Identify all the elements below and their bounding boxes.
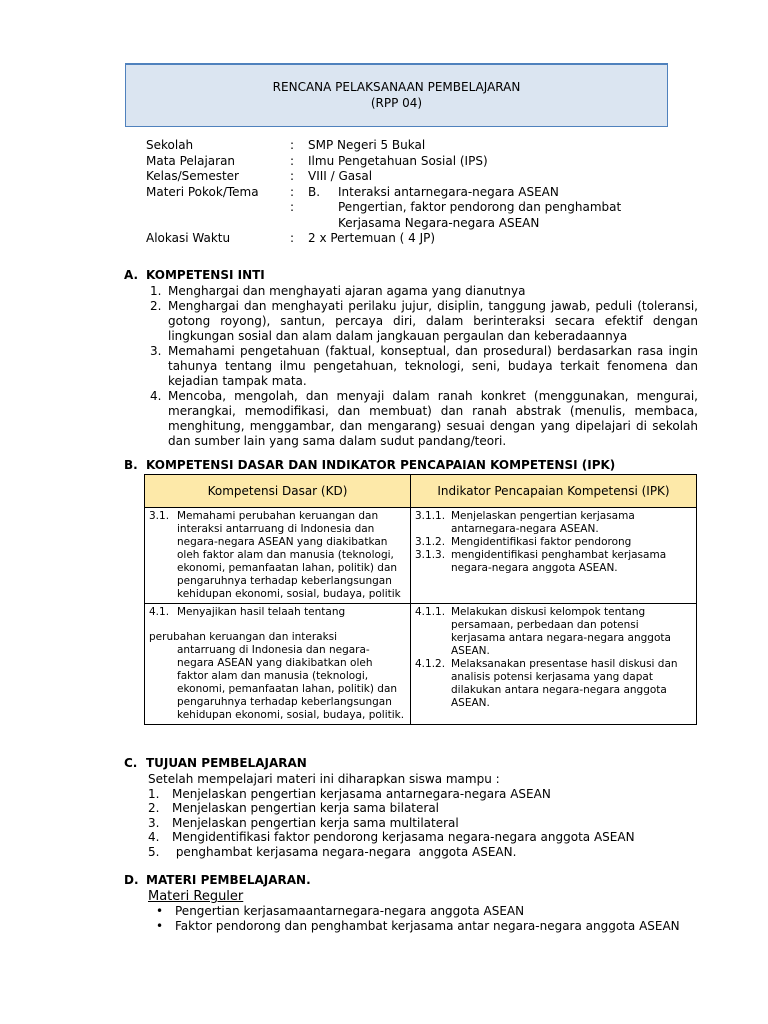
list-item: 1. Menghargai dan menghayati ajaran agama yang dianutnya — [150, 284, 526, 298]
document-title: RENCANA PELAKSANAAN PEMBELAJARAN — [272, 80, 521, 94]
colon: : — [290, 200, 295, 214]
list-item: 4. Mengidentifikasi faktor pendorong kerjasama negara-negara anggota ASEAN — [148, 830, 635, 845]
row-kelas — [146, 169, 621, 185]
section-letter: D. — [124, 873, 139, 887]
section-title: KOMPETENSI INTI — [146, 268, 265, 282]
list-item: 1. Menjelaskan pengertian kerjasama antarnegara-negara ASEAN — [148, 786, 551, 801]
table-cell: 3.1. Memahami perubahan keruangan dan interaksi antarruang di Indonesia dan negara-negara ASEAN yang diakibatkan oleh faktor alam dan manusia (teknologi, ekonomi, pemanfaatan lahan, politik) dan pengaruhnya terhadap keberlangsungan kehidupan ekonomi, sosial, budaya, politik — [145, 508, 411, 604]
list-item: 4. Mencoba, mengolah, dan menyaji dalam ranah konkret (menggunakan, mengurai, merangkai, memodifikasi, dan membuat) dan ranah abstrak (menulis, membaca, menghitung, menggambar, dan mengarang) sesuai dengan yang dipelajari di sekolah dan sumber lain yang sama dalam sudut pandang/teori. — [150, 389, 698, 448]
table-row — [145, 604, 697, 725]
label: Materi Pokok/Tema — [146, 184, 259, 199]
ki-list — [150, 284, 698, 449]
list-item: • Pengertian kerjasamaantarnegara-negara anggota ASEAN — [148, 904, 680, 919]
section-heading-kd — [124, 458, 615, 472]
identity-block — [146, 138, 621, 247]
materi-letter: B. — [308, 184, 321, 199]
label: Mata Pelajaran — [146, 153, 236, 168]
value: Pengertian, faktor pendorong dan penghambat — [338, 200, 622, 214]
colon: : — [290, 184, 295, 199]
section-letter: C. — [124, 756, 138, 770]
row-materi-2 — [146, 200, 621, 216]
value: VIII / Gasal — [308, 169, 373, 183]
list-item: 2. Menghargai dan menghayati perilaku jujur, disiplin, tanggung jawab, peduli (toleransi, gotong royong), santun, percaya diri, dalam berinteraksi secara efektif dengan lingkungan sosial dan alam dalam jangkauan pergaulan dan keberadaannya — [150, 299, 698, 343]
value: Interaksi antarnegara-negara ASEAN — [338, 184, 559, 199]
list-item: 3. Memahami pengetahuan (faktual, konseptual, dan prosedural) berdasarkan rasa ingin tahunya tentang ilmu pengetahuan, teknologi, seni, budaya terkait fenomena dan kejadian tampak mata. — [150, 344, 698, 388]
section-heading-materi — [124, 873, 311, 887]
colon: : — [290, 153, 295, 168]
table-cell: 4.1.1. Melakukan diskusi kelompok tentang persamaan, perbedaan dan potensi kerjasama antara negara-negara anggota ASEAN. 4.1.2. Melaksanakan presentase hasil diskusi dan analisis potensi kerjasama yang dapat dilakukan antara negara-negara anggota ASEAN. — [411, 604, 697, 725]
title-box — [125, 63, 668, 127]
tujuan-list — [148, 772, 635, 860]
row-materi — [146, 185, 621, 201]
section-title: MATERI PEMBELAJARAN. — [146, 873, 311, 887]
section-letter: B. — [124, 458, 138, 472]
value: SMP Negeri 5 Bukal — [308, 138, 426, 152]
materi-subheading: Materi Reguler — [148, 889, 244, 904]
table-row — [145, 508, 697, 604]
row-mapel — [146, 154, 621, 170]
bullet-icon: • — [156, 919, 164, 933]
list-item: 2. Menjelaskan pengertian kerja sama bilateral — [148, 801, 440, 816]
label: Alokasi Waktu — [146, 231, 231, 245]
value: Kerjasama Negara-negara ASEAN — [338, 215, 540, 230]
table-cell: 4.1. Menyajikan hasil telaah tentang perubahan keruangan dan interaksi antarruang di Indonesia dan negara-negara ASEAN yang diakibatkan oleh faktor alam dan manusia (teknologi, ekonomi, pemanfaatan lahan, politik) dan pengaruhnya terhadap keberlangsungan kehidupan ekonomi, sosial, budaya, politik. — [145, 604, 411, 725]
label: Kelas/Semester — [146, 169, 239, 183]
tujuan-intro: Setelah mempelajari materi ini diharapkan siswa mampu : — [148, 772, 500, 786]
section-heading-tujuan — [124, 756, 307, 770]
row-sekolah — [146, 138, 621, 154]
column-header: Kompetensi Dasar (KD) — [145, 475, 411, 508]
row-alokasi — [146, 231, 621, 247]
column-header: Indikator Pencapaian Kompetensi (IPK) — [411, 475, 697, 508]
section-heading-ki — [124, 268, 265, 282]
kd-ipk-table — [144, 474, 697, 725]
value: Ilmu Pengetahuan Sosial (IPS) — [308, 153, 488, 168]
table-cell: 3.1.1. Menjelaskan pengertian kerjasama antarnegara-negara ASEAN. 3.1.2. Mengidentifikasi faktor pendorong 3.1.3. mengidentifikasi penghambat kerjasama negara-negara anggota ASEAN. — [411, 508, 697, 604]
row-materi-3 — [146, 216, 621, 232]
bullet-icon: • — [156, 904, 164, 918]
list-item: 5. penghambat kerjasama negara-negara anggota ASEAN. — [148, 844, 517, 859]
colon: : — [290, 169, 295, 183]
list-item: 3. Menjelaskan pengertian kerja sama multilateral — [148, 815, 459, 830]
colon: : — [290, 138, 295, 152]
label: Sekolah — [146, 138, 194, 152]
section-title: KOMPETENSI DASAR DAN INDIKATOR PENCAPAIAN KOMPETENSI (IPK) — [146, 458, 616, 472]
materi-block — [148, 889, 680, 934]
document-subtitle: (RPP 04) — [370, 96, 423, 110]
section-title: TUJUAN PEMBELAJARAN — [146, 756, 307, 770]
table-header-row — [145, 475, 697, 508]
list-item: • Faktor pendorong dan penghambat kerjasama antar negara-negara anggota ASEAN — [148, 919, 680, 934]
value: 2 x Pertemuan ( 4 JP) — [308, 231, 436, 245]
section-letter: A. — [124, 268, 139, 282]
colon: : — [290, 231, 295, 245]
